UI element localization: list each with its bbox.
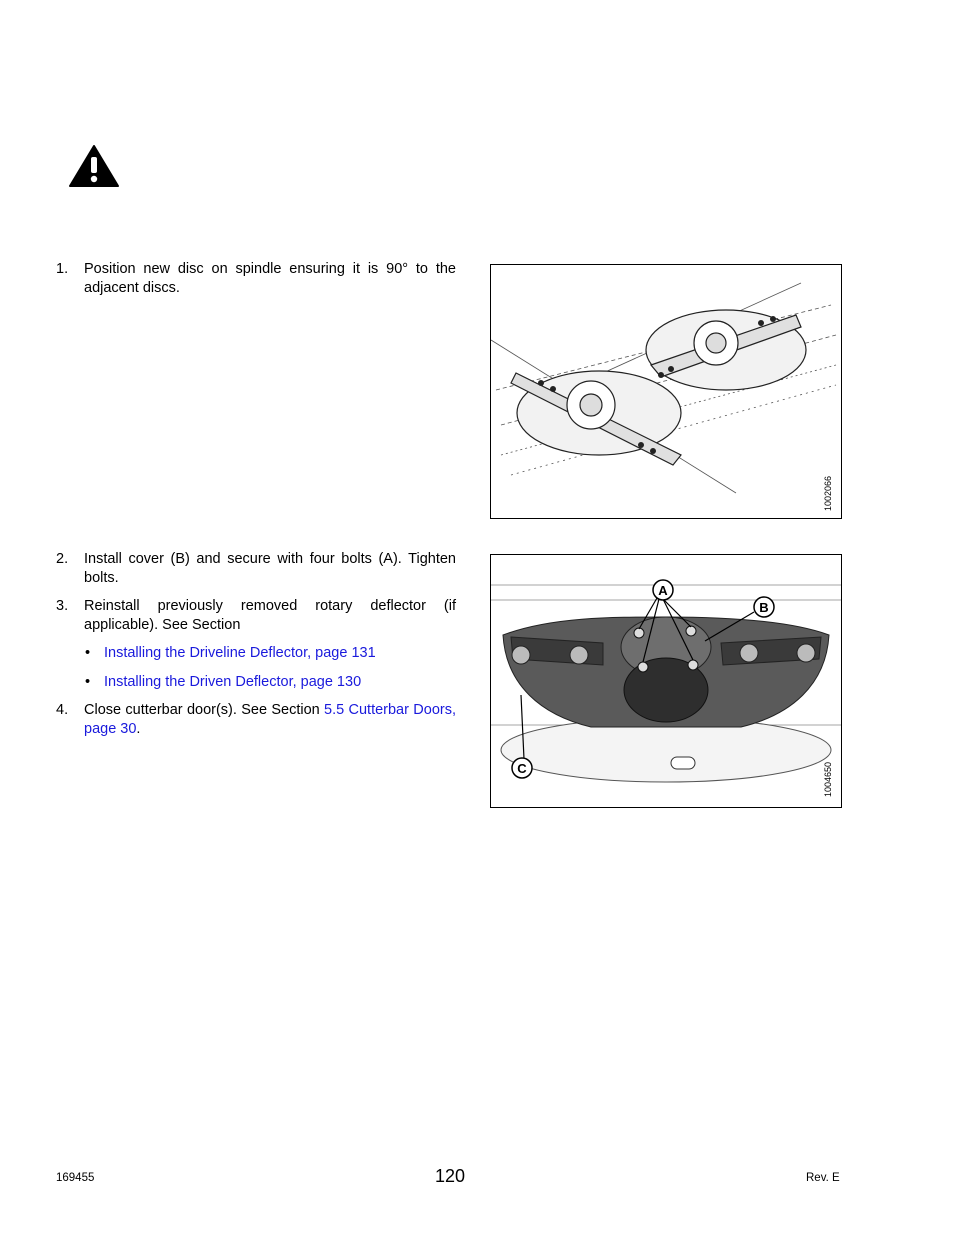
step-3: [56, 597, 456, 634]
step-text: Install cover (B) and secure with four bolts (A). Tighten bolts.: [84, 551, 456, 586]
warning-triangle-icon: [68, 144, 120, 188]
step-number: 3.: [56, 598, 69, 614]
revision: Rev. E: [806, 1172, 840, 1184]
callout-b: B: [759, 600, 769, 615]
callout-a: A: [658, 583, 668, 598]
bullet-item: [56, 673, 456, 692]
step-number: 4.: [56, 702, 69, 718]
step-number: 1.: [56, 261, 69, 277]
doc-number: 169455: [56, 1172, 95, 1184]
link-cutterbar-doors[interactable]: 5.5 Cutterbar Doors, page 30: [84, 702, 456, 737]
step-text-end: .: [136, 720, 141, 737]
procedure-steps-bottom: [56, 550, 456, 748]
link-installing-driven-deflector[interactable]: Installing the Driven Deflector, page 130: [104, 673, 362, 690]
procedure-steps-top: [56, 260, 456, 307]
disc-illustration: [491, 265, 841, 518]
page-number: 120: [434, 1166, 466, 1186]
link-installing-driveline-deflector[interactable]: Installing the Driveline Deflector, page 131: [104, 645, 376, 661]
step-1: [56, 260, 456, 297]
figure-id: 1004650: [823, 761, 833, 797]
bullet-dot: •: [85, 645, 91, 661]
bullet-dot: •: [85, 673, 91, 690]
step-text: Position new disc on spindle ensuring it is 90° to the adjacent discs.: [84, 261, 456, 296]
step-text: Close cutterbar door(s). See Section: [84, 702, 325, 718]
figure-cover-bolts: [490, 554, 842, 808]
cover-illustration: [491, 555, 841, 807]
step-number: 2.: [56, 551, 69, 567]
figure-id: 1002066: [823, 475, 833, 511]
figure-disc-position: [490, 264, 842, 519]
bullet-item: [56, 644, 456, 663]
callout-c: C: [517, 761, 527, 776]
step-4: [56, 701, 456, 738]
step-text: Reinstall previously removed rotary deflector (if applicable). See Section: [84, 598, 456, 633]
step-2: [56, 550, 456, 587]
